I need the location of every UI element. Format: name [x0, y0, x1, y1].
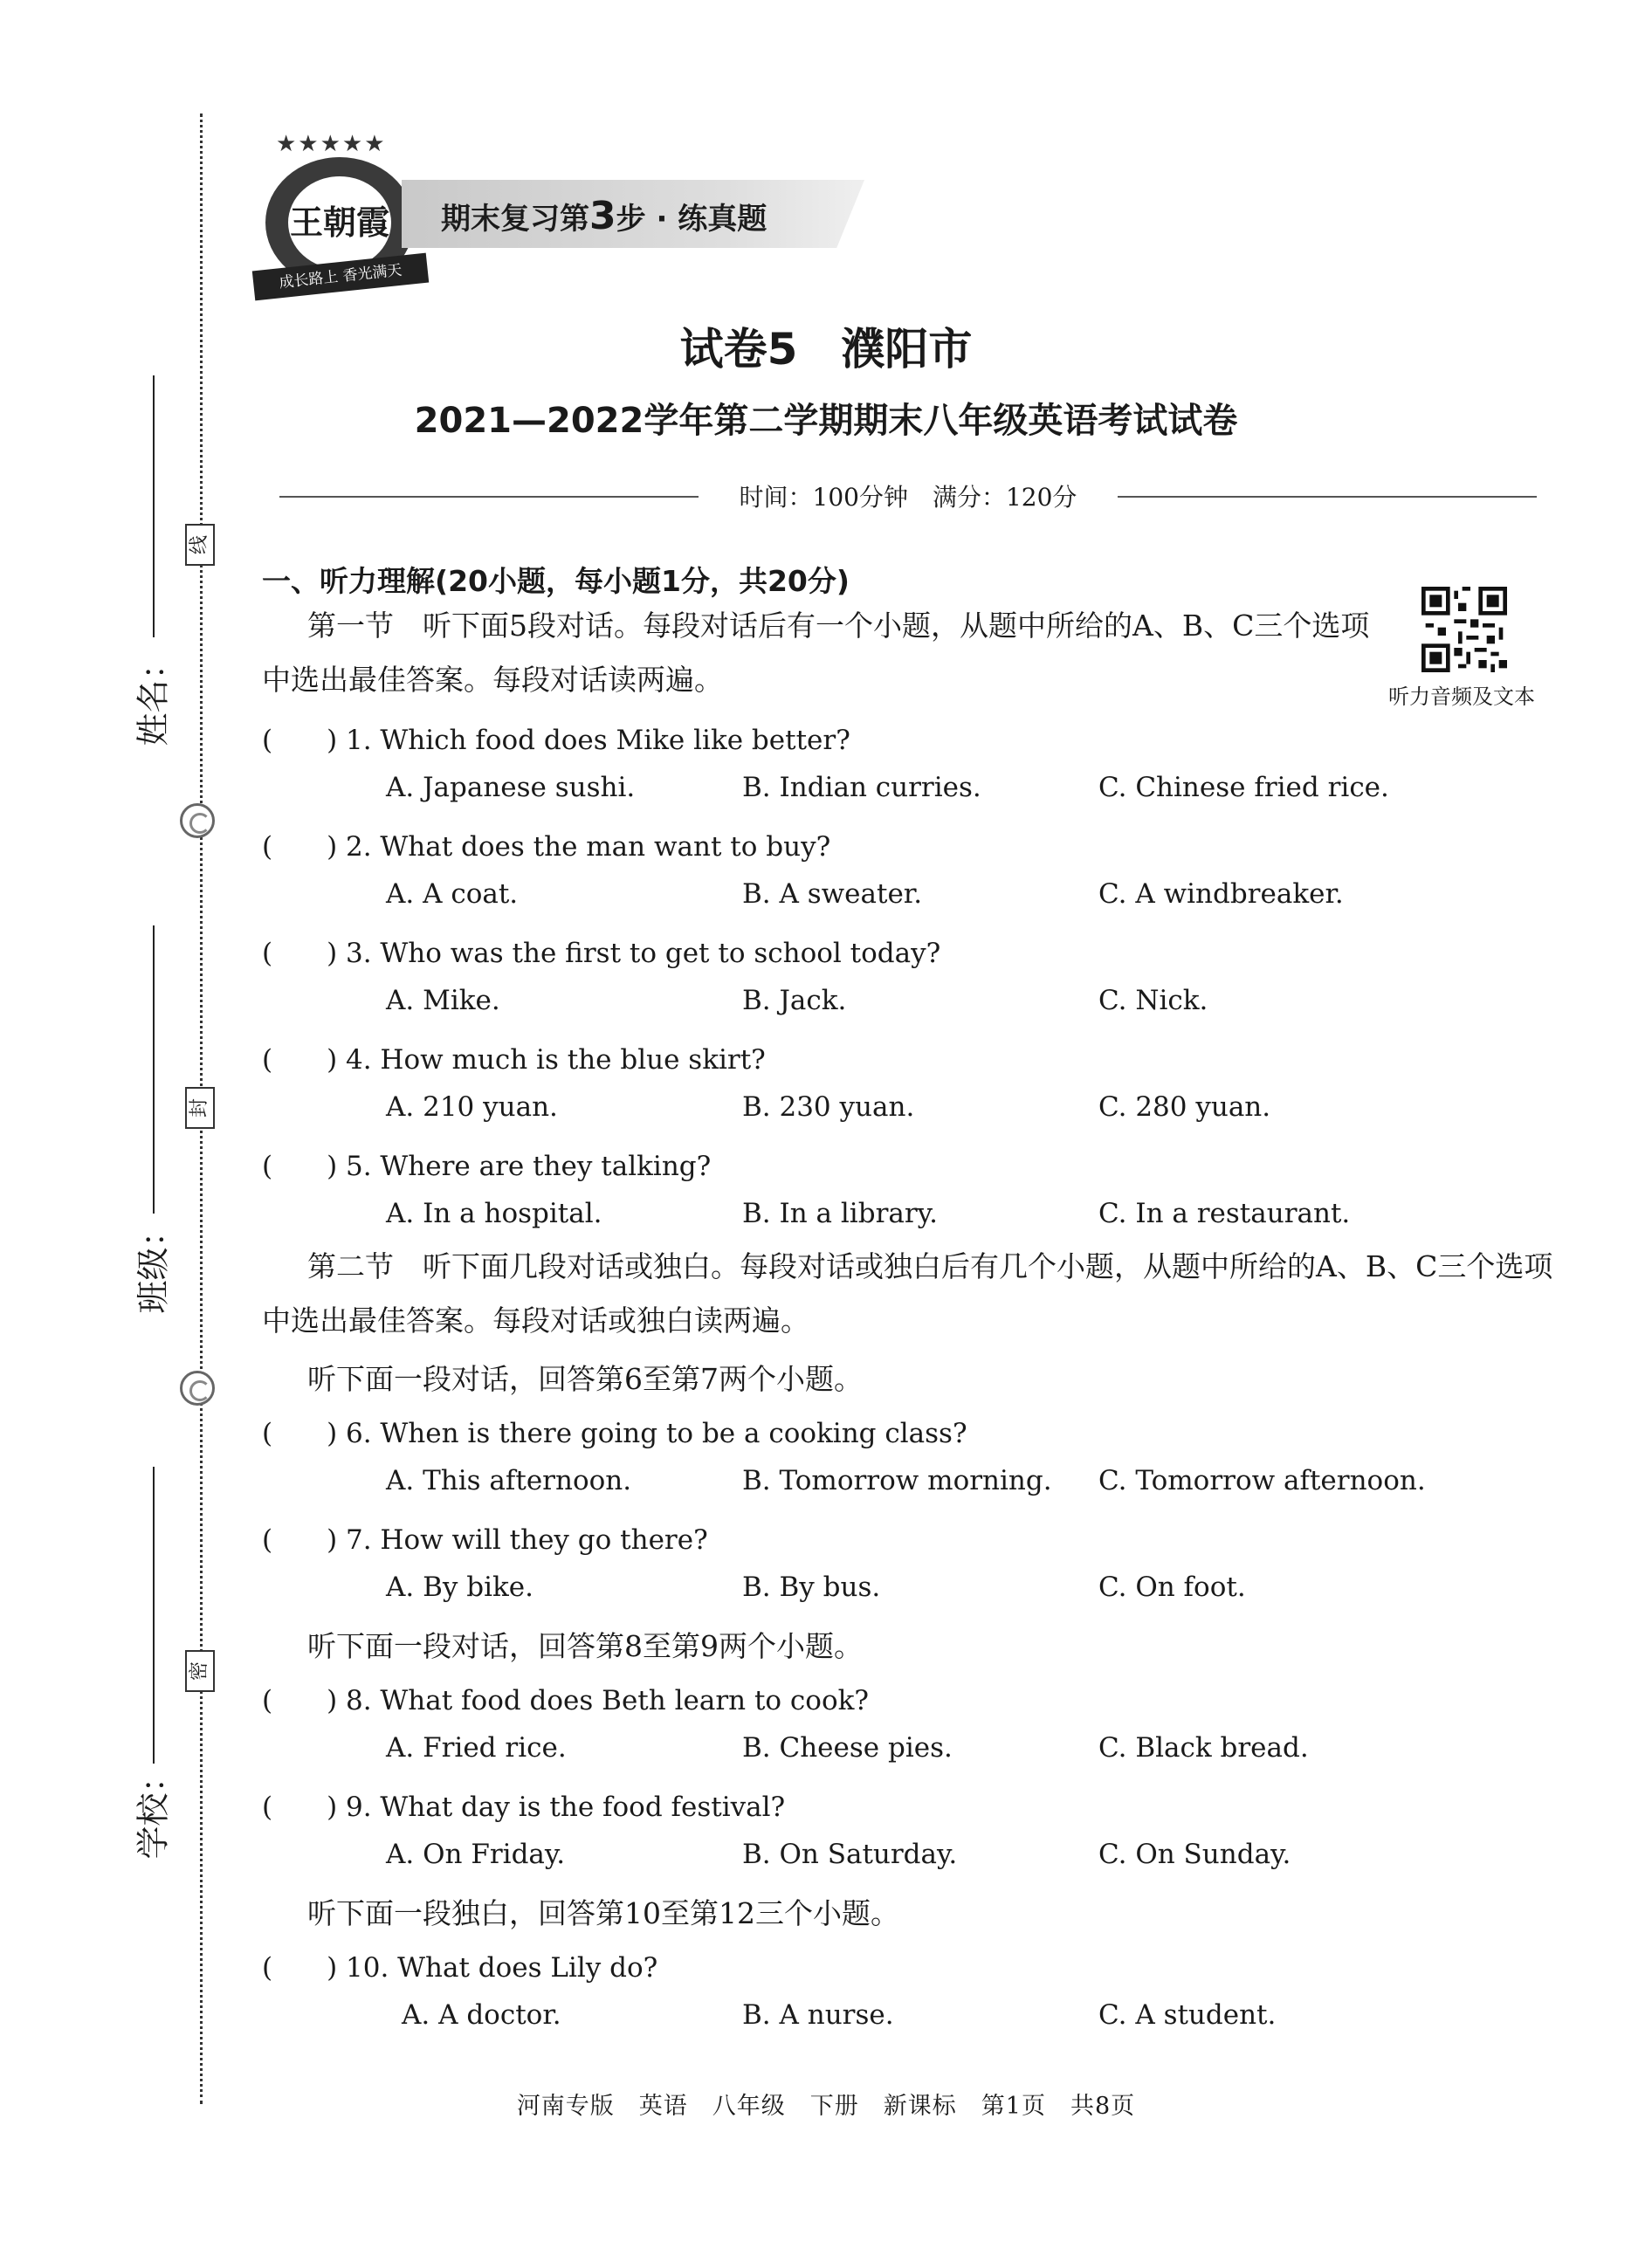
listening-note-6-7: 听下面一段对话，回答第6至第7两个小题。 [307, 1362, 863, 1396]
question-5: ( ) 5. Where are they talking? [262, 1151, 712, 1182]
q9-option-c: C. On Sunday. [1098, 1839, 1291, 1870]
q10-option-b: B. A nurse. [742, 1999, 894, 2031]
question-9: ( ) 9. What day is the food festival? [262, 1792, 786, 1823]
class-underline [153, 925, 155, 1214]
brand-name: 王朝霞 [289, 203, 389, 242]
q10-option-c: C. A student. [1098, 1999, 1277, 2031]
question-7: ( ) 7. How will they go there? [262, 1524, 708, 1556]
exam-subtitle: 2021—2022学年第二学期期末八年级英语考试试卷 [414, 401, 1238, 441]
q6-option-a: A. This afternoon. [386, 1465, 632, 1496]
binding-mark-seal: 封 [185, 1087, 215, 1129]
q9-option-b: B. On Saturday. [742, 1839, 958, 1870]
q5-option-b: B. In a library. [742, 1198, 938, 1229]
name-label: 姓名： [134, 646, 173, 746]
school-underline [153, 1467, 155, 1764]
q3-option-b: B. Jack. [742, 985, 847, 1016]
q7-option-b: B. By bus. [742, 1572, 881, 1603]
q7-option-c: C. On foot. [1098, 1572, 1246, 1603]
time-info-row [279, 478, 1537, 513]
binding-mark-dense: 密 [185, 1650, 215, 1692]
class-label: 班级： [134, 1214, 173, 1314]
swirl-ornament [180, 803, 215, 838]
star-row-icon: ★★★★★ [276, 131, 387, 157]
q2-option-c: C. A windbreaker. [1098, 878, 1344, 910]
swirl-ornament [180, 1371, 215, 1406]
question-1: ( ) 1. Which food does Mike like better? [262, 725, 850, 756]
question-8: ( ) 8. What food does Beth learn to cook? [262, 1685, 870, 1716]
q8-option-b: B. Cheese pies. [742, 1732, 953, 1764]
question-3: ( ) 3. Who was the first to get to school today? [262, 938, 941, 969]
q1-option-c: C. Chinese fried rice. [1098, 772, 1389, 803]
brand-slogan: 成长路上 香光满天 [252, 253, 429, 301]
q3-option-c: C. Nick. [1098, 985, 1208, 1016]
school-label: 学校： [134, 1759, 173, 1860]
q3-option-a: A. Mike. [386, 985, 500, 1016]
q2-option-b: B. A sweater. [742, 878, 923, 910]
q8-option-a: A. Fried rice. [386, 1732, 567, 1764]
q9-option-a: A. On Friday. [386, 1839, 566, 1870]
q6-option-b: B. Tomorrow morning. [742, 1465, 1052, 1496]
question-2: ( ) 2. What does the man want to buy? [262, 831, 831, 863]
qr-code-icon [1421, 587, 1507, 672]
q1-option-a: A. Japanese sushi. [386, 772, 636, 803]
q5-option-a: A. In a hospital. [386, 1198, 602, 1229]
q1-option-b: B. Indian curries. [742, 772, 981, 803]
step-banner-text: 期末复习第3步 · 练真题 [441, 194, 767, 238]
exam-title: 试卷5 濮阳市 [679, 324, 973, 375]
question-4: ( ) 4. How much is the blue skirt? [262, 1044, 766, 1076]
listening-note-8-9: 听下面一段对话，回答第8至第9两个小题。 [307, 1629, 863, 1663]
question-10: ( ) 10. What does Lily do? [262, 1952, 658, 1984]
time-info: 时间：100分钟 满分：120分 [739, 483, 1077, 512]
q4-option-b: B. 230 yuan. [742, 1091, 915, 1123]
q2-option-a: A. A coat. [386, 878, 519, 910]
q10-option-a: A. A doctor. [402, 1999, 561, 2031]
part1-instructions: 第一节 听下面5段对话。每段对话后有一个小题，从题中所给的A、B、C三个选项中选出最佳答案。每段对话读两遍。 [262, 609, 1370, 697]
q8-option-c: C. Black bread. [1098, 1732, 1309, 1764]
listening-note-10-12: 听下面一段独白，回答第10至第12三个小题。 [307, 1896, 899, 1930]
q7-option-a: A. By bike. [386, 1572, 533, 1603]
page-footer: 河南专版 英语 八年级 下册 新课标 第1页 共8页 [516, 2093, 1136, 2120]
part2-instructions: 第二节 听下面几段对话或独白。每段对话或独白后有几个小题，从题中所给的A、B、C三个选项中选出最佳答案。每段对话或独白读两遍。 [262, 1249, 1553, 1338]
qr-code-label: 听力音频及文本 [1388, 684, 1535, 709]
binding-mark-line: 线 [185, 524, 215, 566]
section-heading: 一、听力理解(20小题，每小题1分，共20分) [262, 564, 850, 598]
q6-option-c: C. Tomorrow afternoon. [1098, 1465, 1426, 1496]
q4-option-c: C. 280 yuan. [1098, 1091, 1271, 1123]
q5-option-c: C. In a restaurant. [1098, 1198, 1351, 1229]
q4-option-a: A. 210 yuan. [386, 1091, 558, 1123]
question-6: ( ) 6. When is there going to be a cooking class? [262, 1418, 967, 1449]
